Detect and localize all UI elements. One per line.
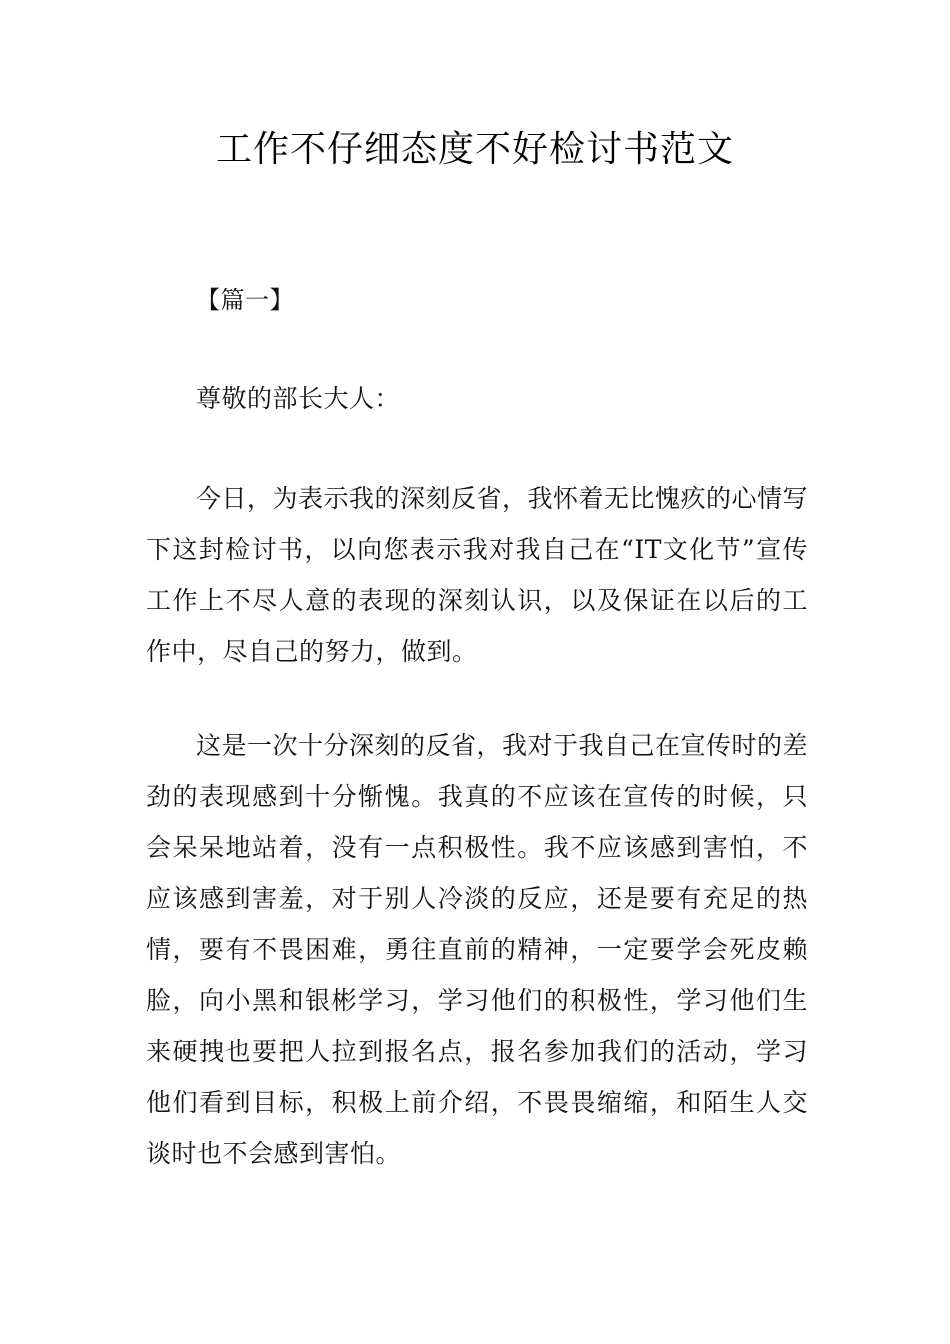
document-title: 工作不仔细态度不好检讨书范文 bbox=[215, 129, 734, 170]
paragraph: 这是一次十分深刻的反省，我对于我自己在宣传时的差劲的表现感到十分惭愧。我真的不应该在宣传的时候，只会呆呆地站着，没有一点积极性。我不应该感到害怕，不应该感到害羞，对于别人冷淡的反应，还是要有充足的热情，要有不畏困难，勇往直前的精神，一定要学会死皮赖脸，向小黑和银彬学习，学习他们的积极性，学习他们生来硬拽也要把人拉到报名点，报名参加我们的活动，学习他们看到目标，积极上前介绍，不畏畏缩缩，和陌生人交谈时也不会感到害怕。 bbox=[146, 731, 809, 1168]
salutation: 尊敬的部长大人： bbox=[196, 384, 401, 413]
section-label: 【篇一】 bbox=[196, 286, 294, 314]
paragraph: 今日，为表示我的深刻反省，我怀着无比愧疚的心情写下这封检讨书，以向您表示我对我自己在“IT文化节”宣传工作上不尽人意的表现的深刻认识，以及保证在以后的工作中，尽自己的努力，做到。 bbox=[146, 484, 809, 666]
